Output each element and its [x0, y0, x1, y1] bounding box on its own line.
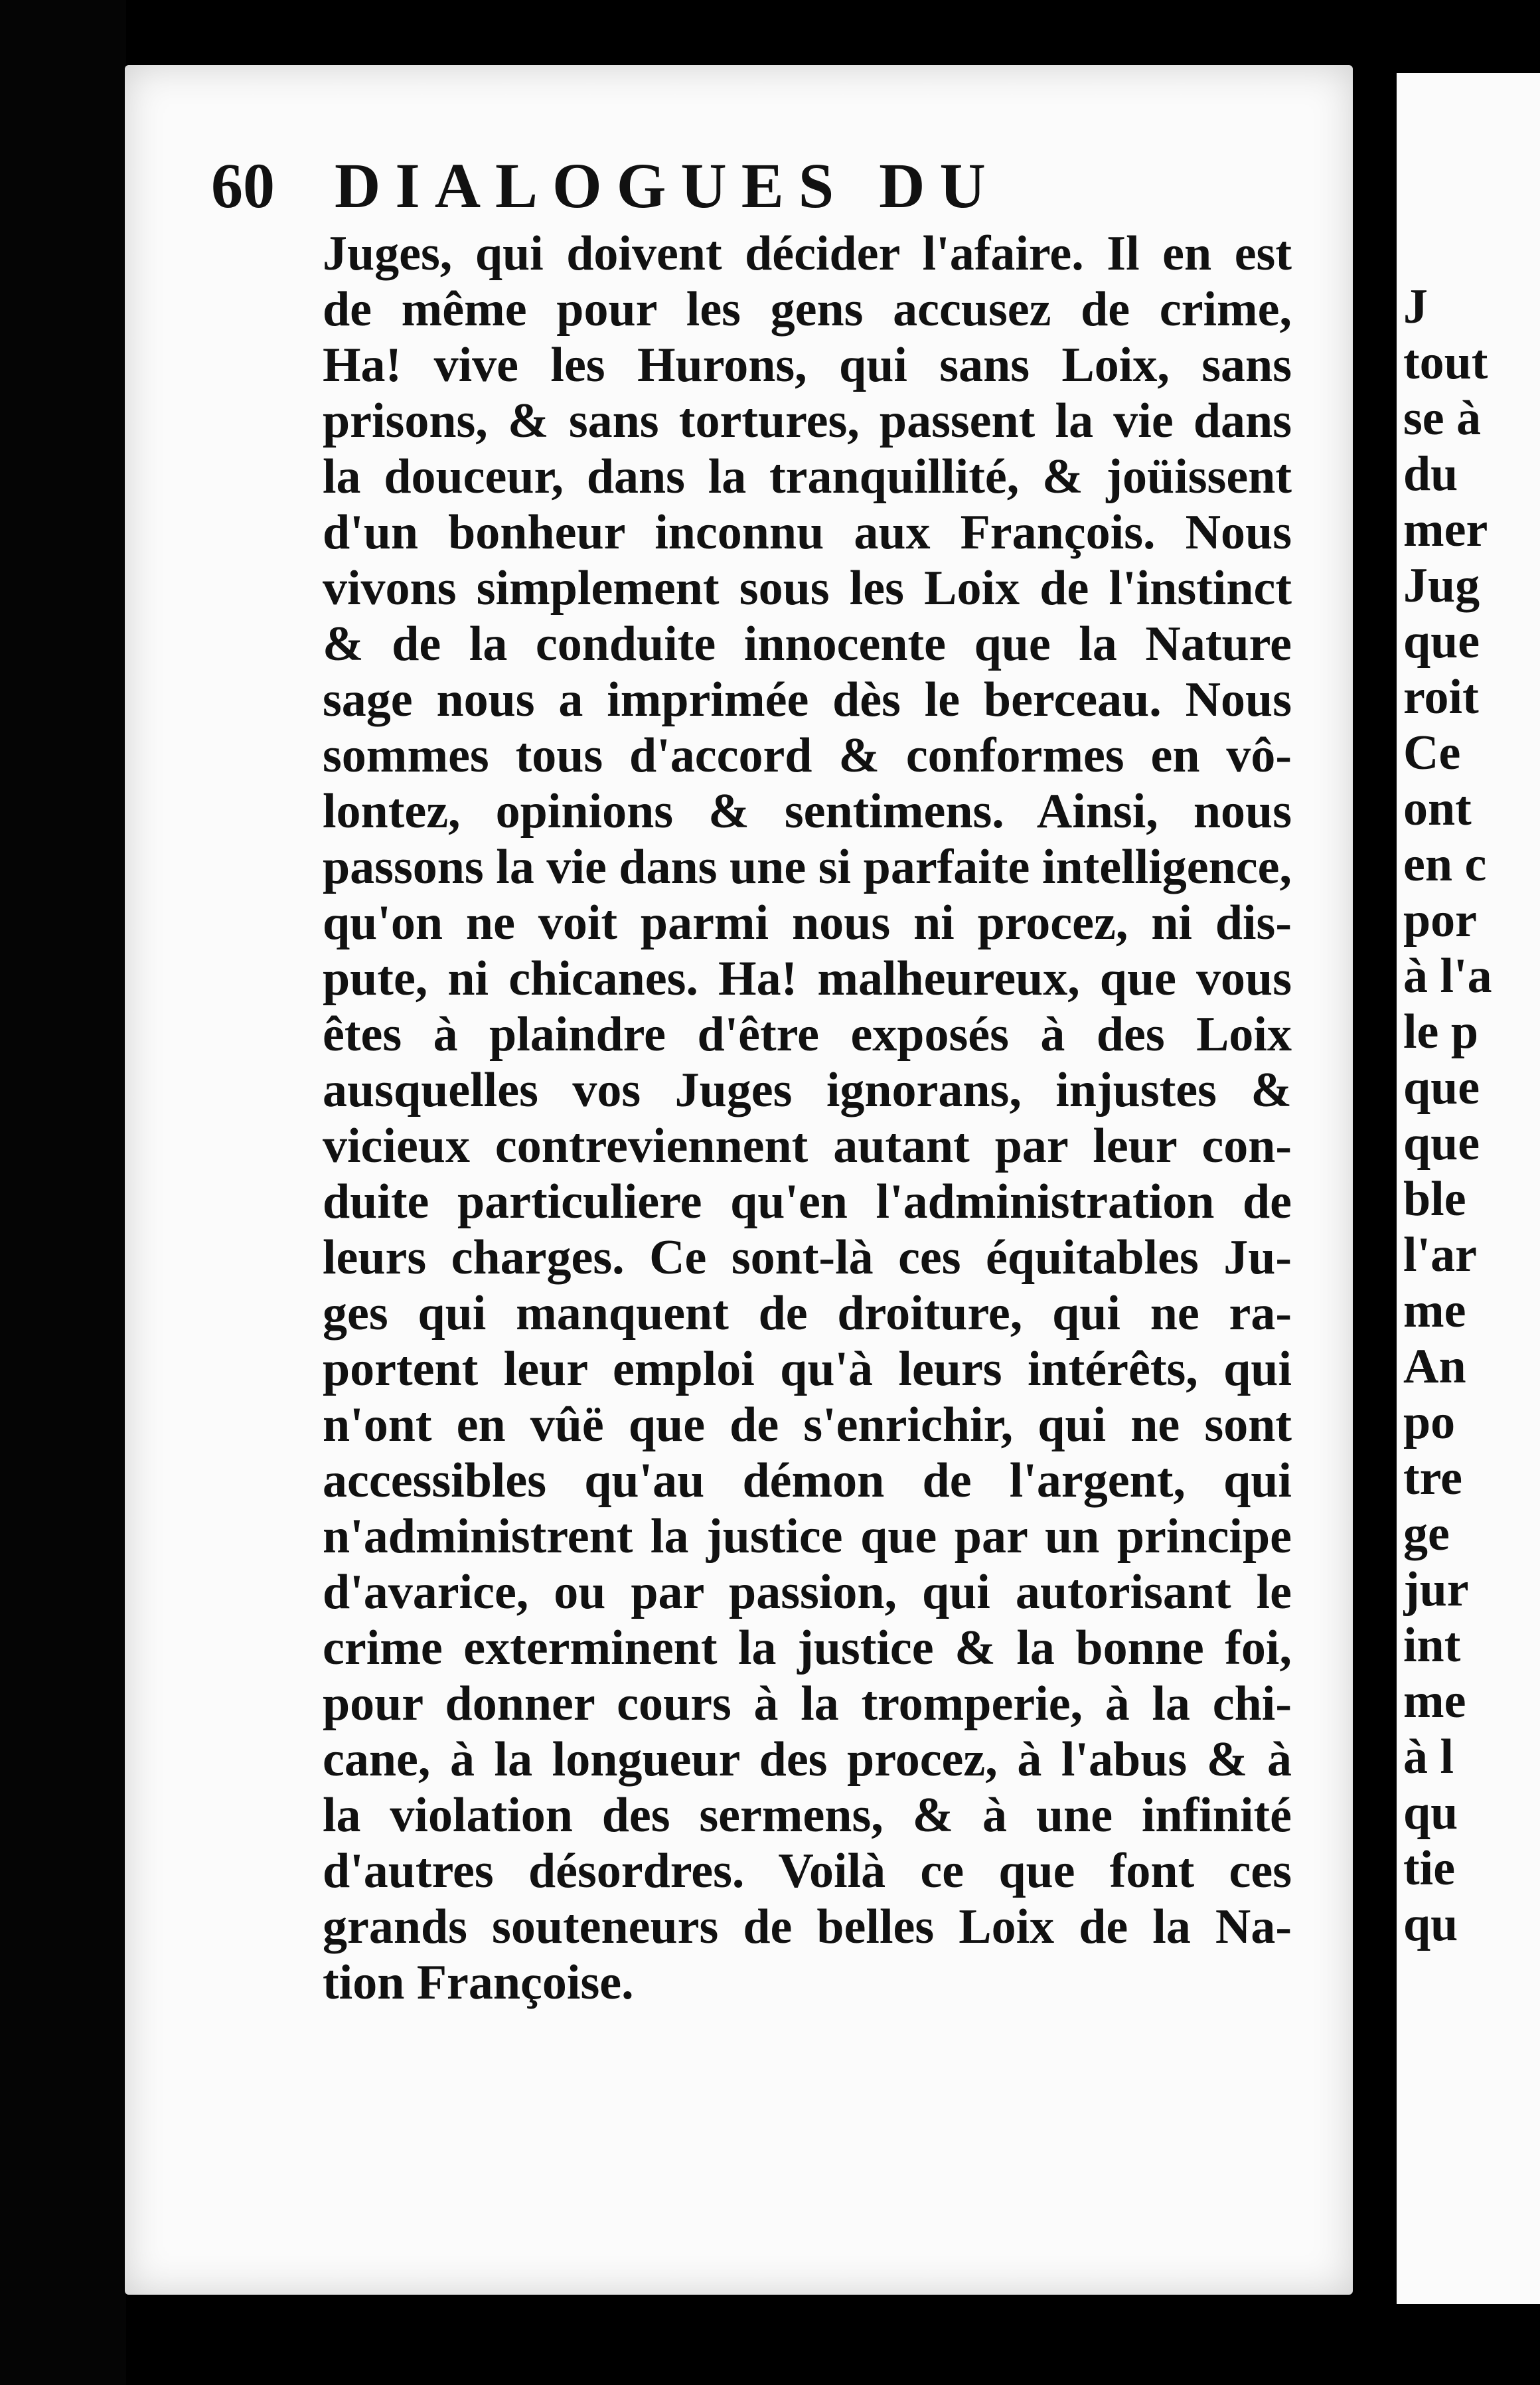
text-line: prisons, & sans tortures, passent la vie dans — [323, 394, 1292, 448]
text-line: passons la vie dans une si parfaite intelligence, — [323, 840, 1292, 894]
page-header — [211, 149, 1340, 228]
facing-page-line: me — [1403, 1283, 1466, 1338]
facing-page-line: jur — [1403, 1562, 1469, 1617]
text-line: êtes à plaindre d'être exposés à des Loix — [323, 1007, 1292, 1062]
scan-left-edge — [0, 0, 126, 2385]
facing-page-line: l'ar — [1403, 1228, 1477, 1282]
text-line: accessibles qu'au démon de l'argent, qui — [323, 1453, 1292, 1508]
facing-page-line: que — [1403, 614, 1480, 669]
text-line: vicieux contreviennent autant par leur con- — [323, 1119, 1292, 1173]
text-line: d'autres désordres. Voilà ce que font ces — [323, 1844, 1292, 1898]
text-line: vivons simplement sous les Loix de l'instinct — [323, 561, 1292, 616]
text-line: la violation des sermens, & à une infinité — [323, 1788, 1292, 1843]
page-number: 60 — [211, 150, 275, 221]
text-line: tion Françoise. — [323, 1955, 634, 2010]
body-text — [323, 226, 1292, 2011]
facing-page-line: ont — [1403, 781, 1472, 836]
text-line: lontez, opinions & sentimens. Ainsi, nous — [323, 784, 1292, 839]
text-line: n'administrent la justice que par un principe — [323, 1509, 1292, 1564]
facing-page-line: du — [1403, 447, 1458, 501]
facing-page-line: que — [1403, 1116, 1480, 1171]
running-head: DIALOGUES DU — [335, 150, 1000, 221]
text-line: d'avarice, ou par passion, qui autorisant le — [323, 1565, 1292, 1619]
text-line: la douceur, dans la tranquillité, & joüissent — [323, 450, 1292, 504]
text-line: d'un bonheur inconnu aux François. Nous — [323, 505, 1292, 560]
text-line: Juges, qui doivent décider l'afaire. Il en est — [323, 226, 1292, 281]
facing-page-text — [1403, 279, 1540, 1952]
facing-page-line: en c — [1403, 837, 1487, 892]
facing-page-line: tout — [1403, 335, 1488, 390]
text-line: leurs charges. Ce sont-là ces équitables Ju- — [323, 1230, 1292, 1285]
facing-page-line: po — [1403, 1395, 1456, 1449]
text-line: de même pour les gens accusez de crime, — [323, 282, 1292, 337]
facing-page-line: le p — [1403, 1005, 1479, 1059]
facing-page-line: tie — [1403, 1841, 1456, 1896]
text-line: Ha! vive les Hurons, qui sans Loix, sans — [323, 338, 1292, 392]
text-line: ausquelles vos Juges ignorans, injustes & — [323, 1063, 1292, 1117]
facing-page-line: tre — [1403, 1451, 1462, 1505]
text-line: crime exterminent la justice & la bonne foi, — [323, 1621, 1292, 1675]
facing-page-line: à l'a — [1403, 949, 1492, 1003]
facing-page-line: int — [1403, 1618, 1461, 1673]
text-line: ges qui manquent de droiture, qui ne ra- — [323, 1286, 1292, 1341]
facing-page-line: Ce — [1403, 726, 1461, 780]
facing-page-line: que — [1403, 1060, 1480, 1115]
text-line: cane, à la longueur des procez, à l'abus & à — [323, 1732, 1292, 1787]
text-line: pute, ni chicanes. Ha! malheureux, que vous — [323, 951, 1292, 1006]
text-line: & de la conduite innocente que la Nature — [323, 617, 1292, 671]
text-line: qu'on ne voit parmi nous ni procez, ni dis- — [323, 896, 1292, 950]
facing-page-line: J — [1403, 280, 1428, 334]
text-line: sage nous a imprimée dès le berceau. Nous — [323, 673, 1292, 727]
text-line: duite particuliere qu'en l'administration de — [323, 1175, 1292, 1229]
facing-page-line: por — [1403, 893, 1477, 947]
facing-page-line: ble — [1403, 1172, 1466, 1226]
facing-page-line: me — [1403, 1674, 1466, 1728]
facing-page-line: se à — [1403, 391, 1482, 446]
facing-page-line: à l — [1403, 1730, 1454, 1784]
text-line: pour donner cours à la tromperie, à la chi- — [323, 1677, 1292, 1731]
text-line: grands souteneurs de belles Loix de la Na- — [323, 1900, 1292, 1954]
facing-page-line: qu — [1403, 1897, 1458, 1951]
text-line: portent leur emploi qu'à leurs intérêts, qui — [323, 1342, 1292, 1396]
facing-page-line: roit — [1403, 670, 1479, 724]
text-line: n'ont en vûë que de s'enrichir, qui ne sont — [323, 1398, 1292, 1452]
facing-page-line: An — [1403, 1339, 1466, 1394]
facing-page-line: qu — [1403, 1785, 1458, 1840]
facing-page-line: mer — [1403, 503, 1488, 557]
facing-page-line: ge — [1403, 1507, 1450, 1561]
text-line: sommes tous d'accord & conformes en vô- — [323, 728, 1292, 783]
facing-page-line: Jug — [1403, 558, 1480, 613]
